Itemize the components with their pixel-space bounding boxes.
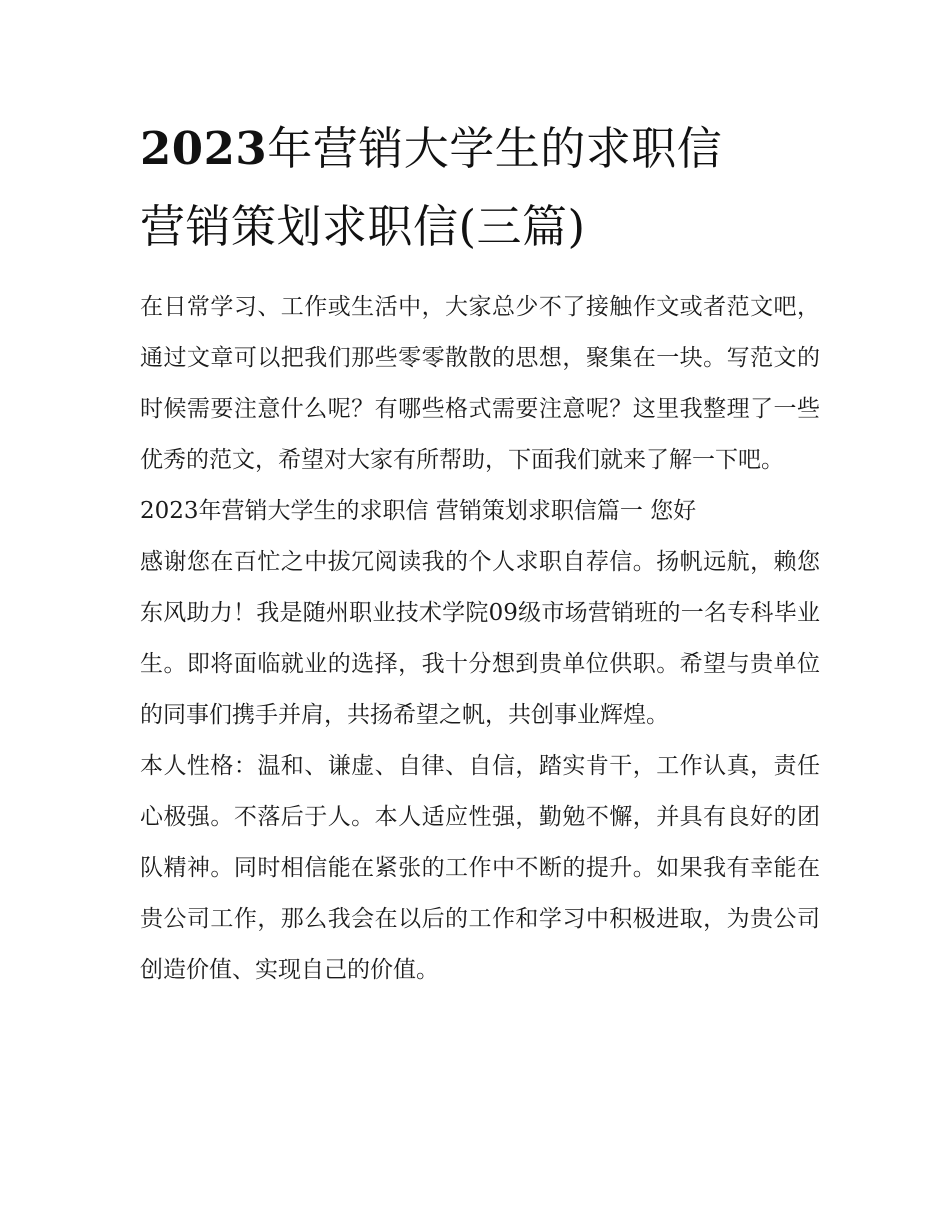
title-line-1-text: 年营销大学生的求职信 [267, 122, 723, 175]
title-year: 2023 [140, 122, 268, 175]
document-title [140, 110, 820, 266]
letter-paragraph-2: 本人性格：温和、谦虚、自律、自信，踏实肯干，工作认真，责任心极强。不落后于人。本人适应性强，勤勉不懈，并具有良好的团队精神。同时相信能在紧张的工作中不断的提升。如果我有幸能在贵公司工作，那么我会在以后的工作和学习中积极进取，为贵公司创造价值、实现自己的价值。 [140, 753, 820, 983]
letter-heading: 2023年营销大学生的求职信 营销策划求职信篇一 您好 [140, 498, 697, 524]
document-page [140, 110, 820, 996]
intro-paragraph: 在日常学习、工作或生活中，大家总少不了接触作文或者范文吧，通过文章可以把我们那些零零散散的思想，聚集在一块。写范文的时候需要注意什么呢？有哪些格式需要注意呢？这里我整理了一些优秀的范文，希望对大家有所帮助，下面我们就来了解一下吧。 [140, 294, 820, 473]
document-body [140, 282, 820, 996]
title-line-1 [140, 110, 820, 188]
title-line-2: 营销策划求职信(三篇) [140, 200, 586, 253]
letter-paragraph-1: 感谢您在百忙之中拔冗阅读我的个人求职自荐信。扬帆远航，赖您东风助力！我是随州职业技术学院09级市场营销班的一名专科毕业生。即将面临就业的选择，我十分想到贵单位供职。希望与贵单位的同事们携手并肩，共扬希望之帆，共创事业辉煌。 [140, 549, 820, 728]
